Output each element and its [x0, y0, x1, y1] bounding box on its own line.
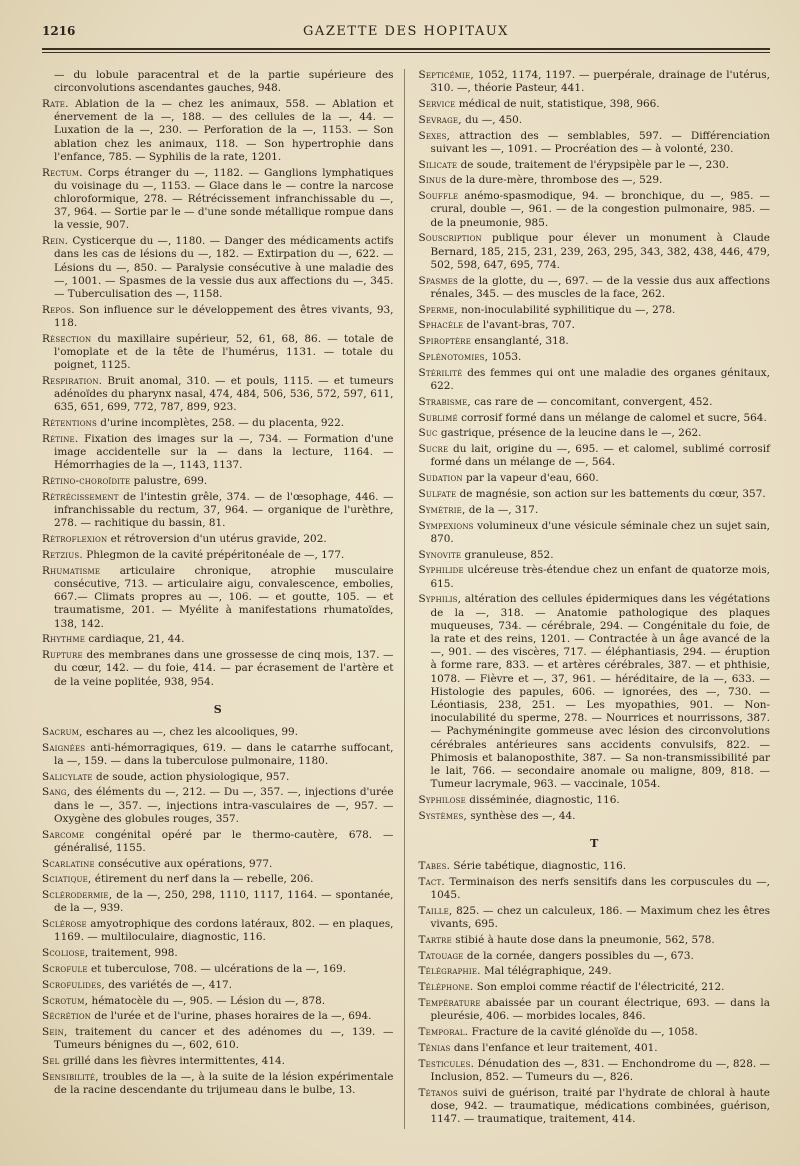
index-entry: [42, 167, 394, 233]
index-entry: [419, 275, 771, 301]
index-entry: [419, 98, 771, 111]
entry-heading: Sarcome: [42, 828, 85, 841]
index-entry: [42, 549, 394, 562]
index-entry: [42, 829, 394, 855]
entry-heading: Syphilose: [418, 794, 466, 806]
index-entry: [42, 417, 394, 430]
entry-heading: Symétrie,: [418, 503, 466, 516]
entry-text: de l'avant-bras, 707.: [463, 319, 575, 332]
entry-text: gastrique, présence de la leucine dans le —, 262.: [437, 427, 702, 440]
entry-heading: Souscription: [418, 232, 482, 245]
entry-text: Son emploi comme réactif de l'électricité, 212.: [473, 981, 725, 994]
entry-heading: Scrofule: [42, 963, 88, 976]
entry-text: traitement, 998.: [88, 947, 178, 960]
entry-heading: Saignées: [42, 741, 86, 754]
entry-text: granuleuse, 852.: [461, 548, 554, 561]
entry-heading: Sclérose: [42, 918, 87, 931]
entry-text: anémo-spasmodique, 94. — bronchique, du —, 985. — crural, double —, 961. — de la congestion pulmonaire, 985. — de la pneumonie, 985.: [430, 190, 770, 229]
index-entry: [42, 1010, 394, 1023]
entry-heading: Synovite: [418, 548, 462, 561]
entry-heading: Rhythme: [42, 633, 86, 646]
entry-heading: Rein.: [42, 235, 69, 248]
entry-text: volumineux d'une vésicule séminale chez un sujet sain, 870.: [430, 519, 770, 545]
index-entry: [419, 965, 771, 978]
entry-heading: Sacrum,: [42, 725, 83, 738]
entry-text: palustre, 699.: [130, 475, 208, 488]
index-entry: [419, 1042, 771, 1055]
entry-heading: Tabes.: [418, 860, 451, 872]
entry-text: de l'intestin grêle, 374. — de l'œsophage, 446. — infranchissable du rectum, 37, 964. — organique de l'urèthre, 278. — rachitique du bassin, 81.: [54, 491, 394, 530]
entry-heading: Tatouage: [418, 949, 464, 962]
entry-text: de magnésie, son action sur les battements du cœur, 357.: [456, 487, 766, 500]
entry-heading: Tétanos: [418, 1086, 458, 1099]
index-entry: [419, 319, 771, 332]
header-rule: [42, 48, 770, 50]
index-entry: [42, 963, 394, 976]
entry-heading: Testicules.: [418, 1057, 475, 1070]
entry-text: non-inoculabilité syphilitique du —, 278.: [457, 303, 676, 316]
entry-heading: Scarlatine: [42, 857, 95, 870]
entry-heading: Service: [418, 98, 456, 110]
index-entry: [42, 873, 394, 886]
index-entry: [419, 114, 771, 127]
index-entry: [42, 633, 394, 646]
index-entry: [419, 190, 771, 230]
index-entry: [419, 794, 771, 807]
entry-text: d'urine incomplètes, 258. — du placenta, 922.: [96, 417, 345, 430]
index-entry: [42, 333, 394, 373]
entry-heading: Syphilide: [418, 564, 464, 577]
entry-heading: Souffle: [418, 190, 459, 203]
entry-text: 825. — chez un calculeux, 186. — Maximum chez les êtres vivants, 695.: [430, 904, 770, 930]
entry-text: anti-hémorragiques, 619. — dans le catarrhe suffocant, la —, 159. — dans la tuberculose pulmonaire, 1180.: [54, 741, 394, 767]
index-entry: [419, 232, 771, 272]
entry-heading: Rate.: [42, 98, 69, 110]
index-entry: [42, 375, 394, 415]
entry-heading: Respiration.: [42, 375, 103, 388]
entry-text: du —, 450.: [461, 113, 523, 126]
index-entry: [419, 351, 771, 364]
entry-text: synthèse des —, 44.: [467, 809, 576, 822]
entry-text: disséminée, diagnostic, 116.: [465, 794, 620, 806]
entry-text: des membranes dans une grossesse de cinq mois, 137. — du cœur, 142. — du foie, 414. — par écrasement de l'artère et de la veine poplitée, 938, 954.: [54, 649, 394, 688]
entry-heading: Ténias: [418, 1041, 451, 1054]
index-entry: [419, 1087, 771, 1127]
index-entry: [42, 771, 394, 784]
entry-text: cardiaque, 21, 44.: [85, 633, 185, 646]
entry-heading: Syphilis,: [418, 593, 462, 606]
index-entry: [42, 649, 394, 689]
entry-heading: Sensibilité,: [42, 1071, 99, 1084]
index-entry: [419, 950, 771, 963]
entry-text: — du lobule paracentral et de la partie supérieure des circonvolutions ascendantes gauches, 948.: [54, 69, 394, 95]
entry-heading: Taille,: [418, 904, 453, 917]
entry-heading: Suc: [418, 427, 438, 440]
entry-heading: Sein,: [42, 1026, 68, 1039]
index-entry: [42, 918, 394, 944]
index-entry: [419, 549, 771, 562]
entry-text: 1053.: [488, 350, 522, 363]
entry-text: articulaire chronique, atrophie musculaire consécutive, 713. — articulaire aigu, convalescence, embolies, 667.— Climats propres au —, 106. — et goutte, 105. — et traumatisme, 201. — Myélite à manifestations rhumatoïdes, 138, 142.: [54, 564, 394, 630]
entry-heading: Rupture: [42, 649, 83, 662]
entry-heading: Sympexions: [418, 519, 474, 532]
entry-heading: Strabisme,: [418, 395, 471, 408]
entry-text: hématocèle du —, 905. — Lésion du —, 878.: [88, 994, 326, 1007]
entry-heading: Sclérodermie,: [42, 889, 113, 902]
index-entry: [419, 593, 771, 791]
entry-text: Terminaison des nerfs sensitifs dans les corpuscules du —, 1045.: [430, 875, 770, 901]
entry-text: Mal télégraphique, 249.: [480, 965, 612, 978]
entry-text: de la —, 250, 298, 1110, 1117, 1164. — spontanée, de la —, 939.: [54, 889, 394, 915]
entry-text: ulcéreuse très-étendue chez un enfant de quatorze mois, 615.: [430, 564, 770, 590]
index-entry: [42, 1071, 394, 1097]
entry-text: de la dure-mère, thrombose des —, 529.: [446, 174, 663, 187]
entry-text: et tuberculose, 708. — ulcérations de la —, 169.: [87, 963, 346, 976]
entry-text: altération des cellules épidermiques dans les végétations de la —, 318. — Anatomie pathologique des plaques muqueuses, 734. — cérébrale, 294. — Congénitale du foie, de la rate et des reins, 1201. — Contractée à un âge avancé de la —, 901. — des viscères, 717. — éléphantiasis, 294. — éruption à forme rare, 833. — et artères cérébrales, 387. — et phthisie, 1078. — Fièvre et —, 37, 961. — héréditaire, de la —, 633. — Histologie des papules, 606. — ignorées, des —, 730. — Léontiasis, 238, 251. — Les myopathies, 901. — Non-inoculabilité du sperme, 278. — Nourrices et nourrissons, 387. — Pachyméningite gommeuse avec lésion des circonvolutions cérébrales antérieures sans accidents convulsifs, 822. — Phimosis et balanoposthite, 387. — Sa non-transmissibilité par le lait, 766. — secondaire anomale ou maligne, 809, 818. — Tumeur lacrymale, 963. — vaccinale, 1054.: [430, 593, 770, 791]
index-entry: [42, 235, 394, 301]
entry-text: des femmes qui ont une maladie des organes génitaux, 622.: [430, 366, 770, 392]
index-entry: [419, 810, 771, 823]
index-entry: [42, 565, 394, 631]
entry-heading: Sudation: [418, 472, 463, 485]
entry-text: troubles de la —, à la suite de la lésion expérimentale de la racine descendante du trijumeau dans le bulbe, 13.: [54, 1071, 394, 1097]
entry-heading: Scrofulides,: [42, 978, 105, 991]
index-entry: [42, 858, 394, 871]
index-entry: [419, 981, 771, 994]
index-entry: [419, 304, 771, 317]
entry-heading: Temporal.: [418, 1025, 469, 1038]
page-header: [42, 24, 770, 46]
entry-text: du maxillaire supérieur, 52, 61, 68, 86. — totale de l'omoplate et de la tête de l'humérus, 1131. — totale du poignet, 1125.: [54, 332, 394, 372]
index-entry: [419, 130, 771, 156]
entry-text: corrosif formé dans un mélange de calomel et sucre, 564.: [457, 411, 767, 424]
entry-heading: Sciatique,: [42, 873, 92, 886]
index-entry: [419, 443, 771, 469]
index-entry: [42, 979, 394, 992]
entry-heading: Spasmes: [418, 274, 459, 287]
header-rule-thin: [42, 52, 770, 53]
entry-text: cas rare de — concomitant, convergent, 452.: [470, 395, 713, 408]
entry-heading: Sperme,: [418, 303, 458, 316]
entry-text: abaissée par un courant électrique, 693. — dans la pleurésie, 406. — morbides locales, 846.: [430, 996, 770, 1023]
entry-heading: Scoliose,: [42, 947, 89, 960]
entry-heading: Sucre: [418, 443, 449, 456]
entry-text: 1052, 1174, 1197. — puerpérale, drainage de l'utérus, 310. —, théorie Pasteur, 441.: [430, 69, 770, 95]
entry-text: traitement du cancer et des adénomes du —, 139. — Tumeurs bénignes du —, 602, 610.: [54, 1026, 394, 1052]
entry-heading: Rétino-choroïdite: [42, 475, 131, 488]
index-entry: [419, 174, 771, 187]
entry-heading: Rétrécissement: [42, 491, 119, 504]
entry-heading: Sang,: [42, 786, 71, 799]
index-entry: [419, 934, 771, 947]
index-entry: [42, 433, 394, 473]
entry-text: publique pour élever un monument à Claude Bernard, 185, 215, 231, 239, 263, 295, 343, 382, 438, 446, 479, 502, 598, 647, 695, 774.: [430, 232, 770, 271]
entry-heading: Sécrétion: [42, 1010, 92, 1023]
entry-text: médical de nuit, statistique, 398, 966.: [455, 98, 660, 110]
index-entry: [419, 860, 771, 873]
index-entry: [42, 1026, 394, 1052]
entry-heading: Scrotum,: [42, 994, 89, 1007]
index-entry: [42, 491, 394, 531]
entry-heading: Sevrage,: [418, 113, 462, 126]
entry-text: Bruit anomal, 310. — et pouls, 1115. — et tumeurs adénoïdes du pharynx nasal, 474, 484, 506, 536, 572, 597, 611, 635, 651, 699, 772, 787, 899, 923.: [54, 375, 394, 414]
entry-text: dans l'enfance et leur traitement, 401.: [450, 1041, 658, 1054]
entry-text: attraction des — semblables, 597. — Différenciation suivant les —, 1091. — Procréation des — à volonté, 230.: [430, 129, 770, 155]
entry-heading: Rétentions: [42, 417, 97, 430]
entry-text: par la vapeur d'eau, 660.: [462, 472, 599, 485]
entry-heading: Télégraphie.: [418, 965, 481, 978]
index-entry: [42, 533, 394, 546]
entry-heading: Rétroflexion: [42, 533, 108, 546]
entry-heading: Sexes,: [418, 129, 451, 142]
index-entry: [419, 396, 771, 409]
index-entry: [419, 1026, 771, 1039]
entry-heading: Téléphone.: [418, 981, 474, 994]
entry-heading: Spiroptère: [418, 335, 472, 348]
entry-text: de la cornée, dangers possibles du —, 673.: [463, 949, 694, 962]
left-column: [42, 69, 405, 1129]
index-entry: [42, 726, 394, 739]
index-entry: [419, 1058, 771, 1084]
entry-text: grillé dans les fièvres intermittentes, 414.: [59, 1055, 285, 1068]
entry-text: de soude, traitement de l'érypsipèle par le —, 230.: [457, 158, 729, 171]
journal-title: GAZETTE DES HOPITAUX: [303, 24, 509, 39]
entry-heading: Température: [418, 996, 481, 1009]
entry-text: Phlegmon de la cavité prépéritonéale de —, 177.: [82, 549, 345, 562]
index-entry: [419, 564, 771, 590]
entry-text: Série tabétique, diagnostic, 116.: [450, 860, 627, 872]
index-entry: [419, 504, 771, 517]
entry-text: des éléments du —, 212. — Du —, 357. —, injections d'urée dans le —, 357. —, injections intra-vasculaires de —, 957. — Oxygène des globules rouges, 357.: [54, 786, 394, 825]
entry-heading: Sel: [42, 1055, 60, 1068]
entry-text: Dénudation des —, 831. — Enchondrome du —, 828. — Inclusion, 852. — Tumeurs du —, 826.: [430, 1057, 770, 1083]
index-entry: [419, 876, 771, 902]
index-entry: [42, 947, 394, 960]
entry-heading: Retzius.: [42, 549, 83, 562]
entry-heading: Résection: [42, 332, 92, 345]
entry-text: de la —, 317.: [465, 503, 539, 516]
index-entry: [42, 889, 394, 915]
index-entry: [42, 742, 394, 768]
entry-text: stibié à haute dose dans la pneumonie, 562, 578.: [451, 933, 715, 946]
index-entry: [419, 69, 771, 95]
index-entry: [419, 997, 771, 1023]
section-letter: S: [213, 702, 222, 716]
entry-heading: Rectum.: [42, 166, 83, 179]
index-entry: [42, 1055, 394, 1068]
entry-heading: Sphacèle: [418, 319, 464, 332]
index-entry: [42, 786, 394, 826]
index-entry: [42, 69, 394, 95]
index-entry: [419, 427, 771, 440]
entry-heading: Sinus: [418, 174, 447, 187]
entry-heading: Rétine.: [42, 433, 79, 446]
index-columns: [42, 69, 770, 1129]
entry-text: suivi de guérison, traité par l'hydrate de chloral à haute dose, 942. — traumatique, médications combinées, guérison, 1147. — traumatique, traitement, 414.: [430, 1086, 770, 1125]
entry-text: Son influence sur le développement des êtres vivants, 93, 118.: [54, 303, 394, 330]
entry-heading: Systèmes,: [418, 809, 468, 822]
entry-text: Ablation de la — chez les animaux, 558. — Ablation et énervement de la —, 188. — des cellules de la —, 44. — Luxation de la —, 230. — Perforation de la —, 1153. — Son ablation chez les animaux, 118. — Son hypertrophie dans l'enfance, 785. — Syphilis de la rate, 1201.: [54, 98, 394, 163]
section-letter: T: [590, 837, 599, 850]
index-entry: [42, 98, 394, 164]
right-column: [419, 69, 771, 1129]
index-entry: [419, 472, 771, 485]
entry-text: et rétroversion d'un utérus gravide, 202.: [107, 533, 327, 546]
entry-heading: Sulfate: [418, 487, 457, 500]
index-entry: [419, 412, 771, 425]
page-number: 1216: [42, 24, 76, 38]
entry-text: Corps étranger du —, 1182. — Ganglions lymphatiques du voisinage du —, 1153. — Glace dans le — contre la narcose chloroformique, 278. — Rétrécissement infranchissable du —, 37, 964. — Sortie par le — d'une sonde métallique rompue dans la vessie, 907.: [54, 166, 394, 232]
index-entry: [419, 159, 771, 172]
entry-text: ensanglanté, 318.: [471, 335, 569, 348]
entry-heading: Septicémie,: [418, 69, 474, 81]
entry-text: eschares au —, chez les alcooliques, 99.: [82, 725, 299, 738]
entry-text: amyotrophique des cordons latéraux, 802. — en plaques, 1169. — multiloculaire, diagnostic, 116.: [54, 918, 394, 944]
entry-text: consécutive aux opérations, 977.: [94, 857, 273, 870]
entry-heading: Rhumatisme: [42, 564, 101, 577]
index-entry: [42, 475, 394, 488]
index-entry: [419, 367, 771, 393]
index-entry: [419, 335, 771, 348]
entry-heading: Repos.: [42, 303, 75, 316]
index-entry: [419, 520, 771, 546]
entry-heading: Tact.: [418, 875, 445, 888]
entry-text: congénital opéré par le thermo-cautère, 678. — généralisé, 1155.: [54, 828, 394, 854]
index-entry: [419, 905, 771, 931]
entry-heading: Salicylate: [42, 770, 93, 783]
entry-text: de soude, action physiologique, 957.: [92, 770, 290, 783]
entry-text: du lait, origine du —, 695. — et calomel, sublimé corrosif formé dans un mélange de —, 564.: [430, 443, 770, 469]
entry-heading: Silicate: [418, 158, 458, 171]
entry-text: Cysticerque du —, 1180. — Danger des médicaments actifs dans les cas de lésions du —, 182. — Extirpation du —, 622. — Lésions du —, 850. — Paralysie consécutive à une maladie des —, 1001. — Spasmes de la vessie dus aux affections du —, 345.— Tuberculisation des —, 1158.: [54, 235, 394, 301]
entry-heading: Sublimé: [418, 411, 458, 424]
entry-text: Fracture de la cavité glénoïde du —, 1058.: [468, 1025, 698, 1038]
entry-text: Fixation des images sur la —, 734. — Formation d'une image accidentelle sur la — dans la lecture, 1164. — Hémorrhagies de la —, 1143, 1137.: [54, 433, 394, 472]
index-entry: [42, 995, 394, 1008]
index-entry: [42, 304, 394, 330]
index-entry: [419, 488, 771, 501]
entry-heading: Splénotomies,: [418, 350, 489, 363]
entry-text: de la glotte, du —, 697. — de la vessie dus aux affections rénales, 345. — des muscles de la face, 262.: [430, 274, 770, 300]
entry-text: de l'urée et de l'urine, phases horaires de la —, 694.: [91, 1010, 372, 1023]
entry-text: étirement du nerf dans la — rebelle, 206.: [91, 873, 314, 886]
entry-heading: Stérilité: [418, 366, 463, 379]
entry-text: des variétés de —, 417.: [104, 978, 232, 991]
entry-heading: Tartre: [418, 933, 452, 946]
